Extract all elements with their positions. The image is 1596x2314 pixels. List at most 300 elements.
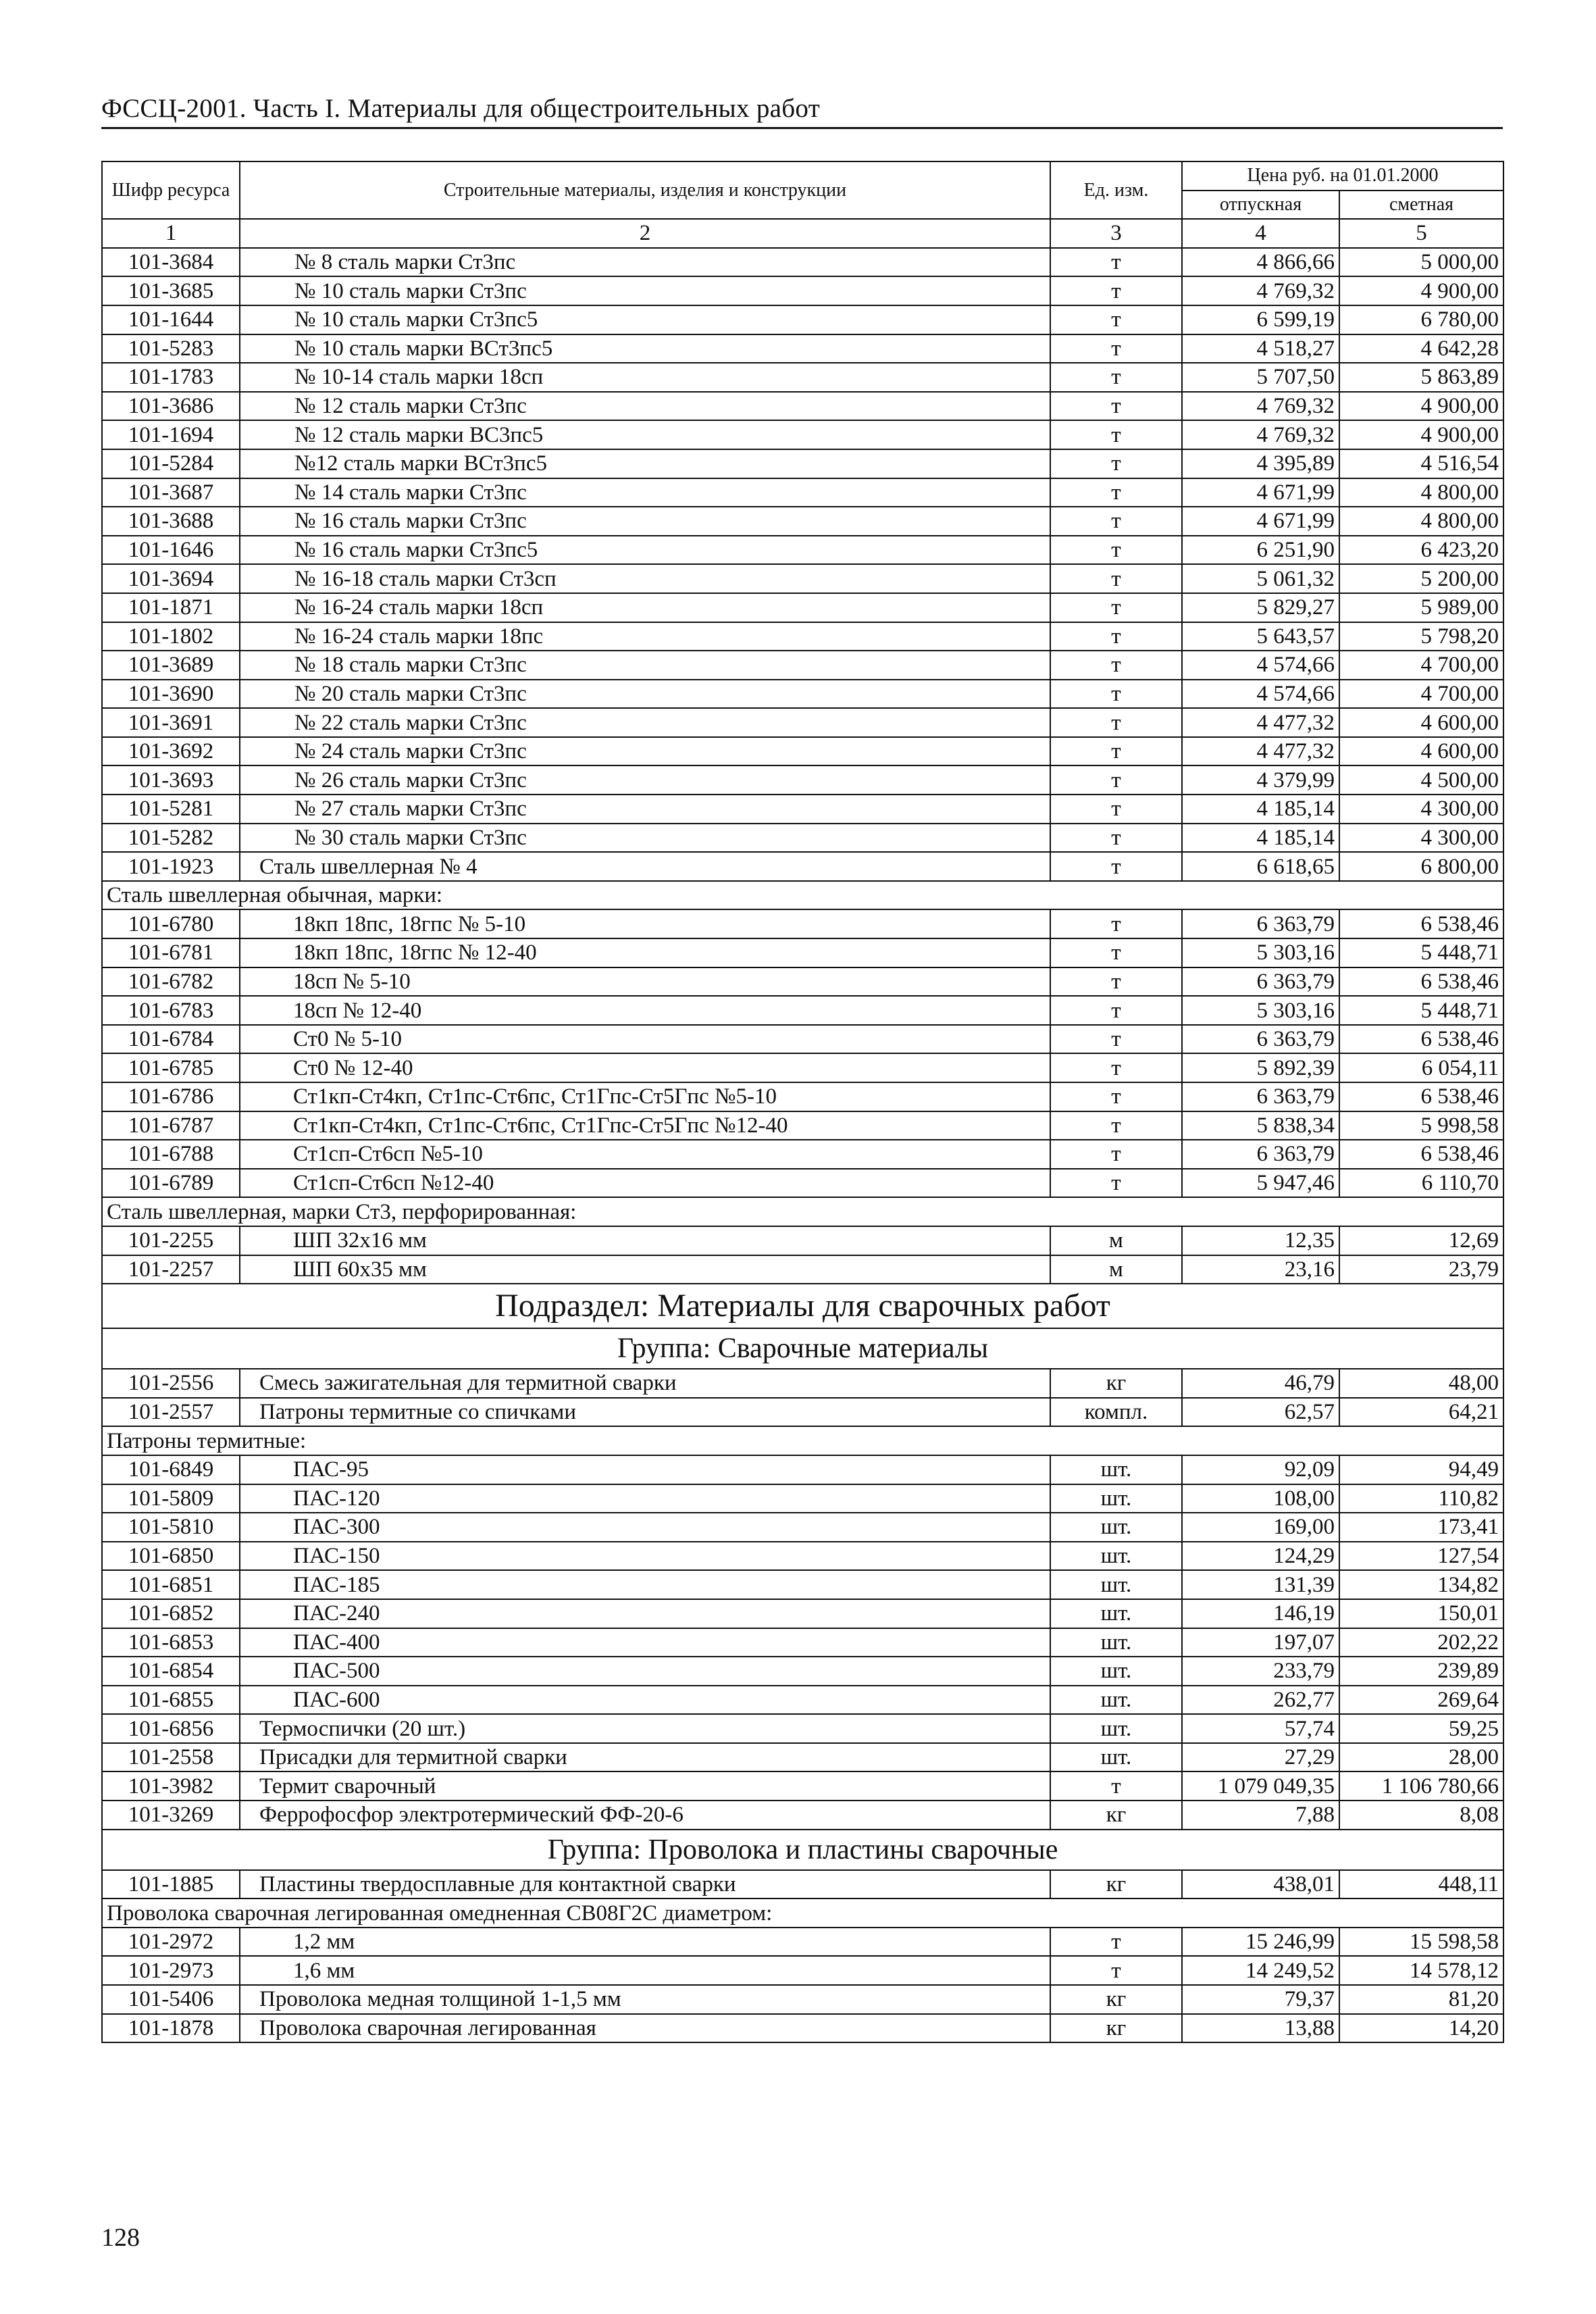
unit-cell: шт. — [1050, 1714, 1182, 1743]
resource-code-cell: 101-3692 — [102, 737, 240, 766]
estimate-price-cell: 6 800,00 — [1339, 852, 1503, 881]
category-heading: Сталь швеллерная обычная, марки: — [102, 881, 1503, 910]
release-price-cell: 4 477,32 — [1182, 708, 1339, 737]
unit-cell: шт. — [1050, 1599, 1182, 1628]
unit-cell: шт. — [1050, 1657, 1182, 1686]
unit-cell: кг — [1050, 1801, 1182, 1830]
release-price-cell: 5 829,27 — [1182, 593, 1339, 622]
estimate-price-cell: 4 900,00 — [1339, 392, 1503, 421]
group-row — [102, 1830, 1503, 1870]
release-price-cell: 4 574,66 — [1182, 651, 1339, 680]
resource-code-cell: 101-3690 — [102, 680, 240, 709]
material-name-cell: Патроны термитные со спичками — [240, 1398, 1050, 1427]
table-row — [102, 1657, 1503, 1686]
unit-cell: т — [1050, 248, 1182, 277]
table-row — [102, 363, 1503, 392]
table-row — [102, 1053, 1503, 1082]
release-price-cell: 4 769,32 — [1182, 276, 1339, 305]
table-row — [102, 1111, 1503, 1140]
material-name-cell: Термоспички (20 шт.) — [240, 1714, 1050, 1743]
resource-code-cell: 101-6789 — [102, 1169, 240, 1198]
unit-cell: т — [1050, 536, 1182, 565]
table-row — [102, 1082, 1503, 1111]
estimate-price-cell: 173,41 — [1339, 1513, 1503, 1542]
table-row — [102, 1743, 1503, 1772]
estimate-price-cell: 4 800,00 — [1339, 507, 1503, 536]
unit-cell: т — [1050, 1956, 1182, 1985]
resource-code-cell: 101-6852 — [102, 1599, 240, 1628]
page-number: 128 — [101, 2223, 140, 2252]
resource-code-cell: 101-5281 — [102, 795, 240, 824]
estimate-price-cell: 6 780,00 — [1339, 305, 1503, 334]
col-number: 1 — [102, 219, 240, 248]
table-row — [102, 536, 1503, 565]
col-header-estimate-price: сметная — [1339, 191, 1503, 220]
release-price-cell: 438,01 — [1182, 1870, 1339, 1899]
estimate-price-cell: 202,22 — [1339, 1628, 1503, 1657]
release-price-cell: 6 363,79 — [1182, 967, 1339, 997]
estimate-price-cell: 6 110,70 — [1339, 1169, 1503, 1198]
unit-cell: шт. — [1050, 1628, 1182, 1657]
material-name-cell: Ст1сп-Ст6сп №5-10 — [240, 1140, 1050, 1169]
resource-code-cell: 101-6781 — [102, 938, 240, 967]
material-name-cell: № 12 сталь марки ВС3пс5 — [240, 420, 1050, 449]
release-price-cell: 13,88 — [1182, 2014, 1339, 2043]
estimate-price-cell: 6 538,46 — [1339, 909, 1503, 938]
release-price-cell: 262,77 — [1182, 1686, 1339, 1715]
table-row — [102, 737, 1503, 766]
resource-code-cell: 101-2557 — [102, 1398, 240, 1427]
unit-cell: т — [1050, 1140, 1182, 1169]
estimate-price-cell: 4 642,28 — [1339, 334, 1503, 363]
unit-cell: т — [1050, 909, 1182, 938]
release-price-cell: 4 866,66 — [1182, 248, 1339, 277]
subsection-heading: Подраздел: Материалы для сварочных работ — [102, 1284, 1503, 1328]
material-name-cell: № 26 сталь марки Ст3пс — [240, 765, 1050, 795]
material-name-cell: № 20 сталь марки Ст3пс — [240, 680, 1050, 709]
unit-cell: шт. — [1050, 1484, 1182, 1513]
table-row — [102, 996, 1503, 1025]
col-number: 2 — [240, 219, 1050, 248]
release-price-cell: 6 363,79 — [1182, 909, 1339, 938]
unit-cell: т — [1050, 1111, 1182, 1140]
estimate-price-cell: 6 538,46 — [1339, 1140, 1503, 1169]
material-name-cell: Ст1кп-Ст4кп, Ст1пс-Ст6пс, Ст1Гпс-Ст5Гпс №12-40 — [240, 1111, 1050, 1140]
release-price-cell: 4 769,32 — [1182, 392, 1339, 421]
unit-cell: т — [1050, 824, 1182, 853]
material-name-cell: №12 сталь марки ВСт3пс5 — [240, 449, 1050, 478]
col-header-price: Цена руб. на 01.01.2000 — [1182, 161, 1503, 191]
unit-cell: т — [1050, 1082, 1182, 1111]
table-body — [102, 248, 1503, 2042]
material-name-cell: Феррофосфор электротермический ФФ-20-6 — [240, 1801, 1050, 1830]
table-row — [102, 507, 1503, 536]
resource-code-cell: 101-6780 — [102, 909, 240, 938]
col-number: 4 — [1182, 219, 1339, 248]
material-name-cell: 1,2 мм — [240, 1928, 1050, 1957]
estimate-price-cell: 59,25 — [1339, 1714, 1503, 1743]
resource-code-cell: 101-5406 — [102, 1985, 240, 2014]
unit-cell: т — [1050, 1928, 1182, 1957]
material-name-cell: № 18 сталь марки Ст3пс — [240, 651, 1050, 680]
release-price-cell: 6 363,79 — [1182, 1025, 1339, 1054]
release-price-cell: 6 618,65 — [1182, 852, 1339, 881]
unit-cell: т — [1050, 1169, 1182, 1198]
material-name-cell: № 16-18 сталь марки Ст3сп — [240, 564, 1050, 593]
material-name-cell: 18кп 18пс, 18гпс № 5-10 — [240, 909, 1050, 938]
resource-code-cell: 101-3693 — [102, 765, 240, 795]
release-price-cell: 57,74 — [1182, 1714, 1339, 1743]
estimate-price-cell: 4 516,54 — [1339, 449, 1503, 478]
release-price-cell: 4 671,99 — [1182, 507, 1339, 536]
resource-code-cell: 101-6853 — [102, 1628, 240, 1657]
table-row — [102, 967, 1503, 997]
material-name-cell: № 16 сталь марки Ст3пс — [240, 507, 1050, 536]
estimate-price-cell: 4 500,00 — [1339, 765, 1503, 795]
unit-cell: т — [1050, 1771, 1182, 1801]
table-header — [102, 161, 1503, 248]
unit-cell: т — [1050, 449, 1182, 478]
release-price-cell: 27,29 — [1182, 1743, 1339, 1772]
material-name-cell: 1,6 мм — [240, 1956, 1050, 1985]
estimate-price-cell: 4 800,00 — [1339, 478, 1503, 507]
resource-code-cell: 101-1644 — [102, 305, 240, 334]
table-row — [102, 1025, 1503, 1054]
table-row — [102, 938, 1503, 967]
col-header-release-price: отпускная — [1182, 191, 1339, 220]
estimate-price-cell: 134,82 — [1339, 1570, 1503, 1599]
material-name-cell: Пластины твердосплавные для контактной сварки — [240, 1870, 1050, 1899]
table-row — [102, 392, 1503, 421]
unit-cell: шт. — [1050, 1570, 1182, 1599]
table-row — [102, 1686, 1503, 1715]
estimate-price-cell: 4 600,00 — [1339, 737, 1503, 766]
estimate-price-cell: 4 700,00 — [1339, 680, 1503, 709]
material-name-cell: ПАС-500 — [240, 1657, 1050, 1686]
page-header-title: ФССЦ-2001. Часть I. Материалы для общестроительных работ — [101, 94, 821, 123]
resource-code-cell: 101-3269 — [102, 1801, 240, 1830]
estimate-price-cell: 8,08 — [1339, 1801, 1503, 1830]
table-row — [102, 305, 1503, 334]
release-price-cell: 197,07 — [1182, 1628, 1339, 1657]
table-row — [102, 1369, 1503, 1398]
release-price-cell: 5 643,57 — [1182, 622, 1339, 651]
estimate-price-cell: 5 998,58 — [1339, 1111, 1503, 1140]
material-name-cell: № 8 сталь марки Ст3пс — [240, 248, 1050, 277]
resource-code-cell: 101-1871 — [102, 593, 240, 622]
unit-cell: кг — [1050, 2014, 1182, 2043]
estimate-price-cell: 23,79 — [1339, 1255, 1503, 1284]
material-name-cell: № 30 сталь марки Ст3пс — [240, 824, 1050, 853]
group-row — [102, 1328, 1503, 1369]
release-price-cell: 108,00 — [1182, 1484, 1339, 1513]
table-row — [102, 1570, 1503, 1599]
resource-code-cell: 101-6854 — [102, 1657, 240, 1686]
unit-cell: т — [1050, 737, 1182, 766]
release-price-cell: 4 379,99 — [1182, 765, 1339, 795]
release-price-cell: 14 249,52 — [1182, 1956, 1339, 1985]
unit-cell: кг — [1050, 1870, 1182, 1899]
release-price-cell: 6 363,79 — [1182, 1140, 1339, 1169]
estimate-price-cell: 239,89 — [1339, 1657, 1503, 1686]
table-row — [102, 1455, 1503, 1484]
resource-code-cell: 101-6785 — [102, 1053, 240, 1082]
unit-cell: компл. — [1050, 1398, 1182, 1427]
table-row — [102, 1714, 1503, 1743]
estimate-price-cell: 6 538,46 — [1339, 967, 1503, 997]
estimate-price-cell: 28,00 — [1339, 1743, 1503, 1772]
table-row — [102, 1398, 1503, 1427]
release-price-cell: 5 707,50 — [1182, 363, 1339, 392]
category-row — [102, 881, 1503, 910]
material-name-cell: ПАС-95 — [240, 1455, 1050, 1484]
resource-code-cell: 101-2973 — [102, 1956, 240, 1985]
release-price-cell: 79,37 — [1182, 1985, 1339, 2014]
material-name-cell: ПАС-240 — [240, 1599, 1050, 1628]
estimate-price-cell: 5 989,00 — [1339, 593, 1503, 622]
release-price-cell: 7,88 — [1182, 1801, 1339, 1830]
estimate-price-cell: 12,69 — [1339, 1226, 1503, 1255]
material-name-cell: ПАС-300 — [240, 1513, 1050, 1542]
unit-cell: шт. — [1050, 1686, 1182, 1715]
estimate-price-cell: 5 000,00 — [1339, 248, 1503, 277]
resource-code-cell: 101-3687 — [102, 478, 240, 507]
estimate-price-cell: 127,54 — [1339, 1542, 1503, 1571]
resource-code-cell: 101-2556 — [102, 1369, 240, 1398]
estimate-price-cell: 110,82 — [1339, 1484, 1503, 1513]
estimate-price-cell: 448,11 — [1339, 1870, 1503, 1899]
material-name-cell: № 27 сталь марки Ст3пс — [240, 795, 1050, 824]
col-header-code: Шифр ресурса — [102, 161, 240, 219]
col-number: 5 — [1339, 219, 1503, 248]
estimate-price-cell: 4 900,00 — [1339, 420, 1503, 449]
release-price-cell: 4 185,14 — [1182, 824, 1339, 853]
unit-cell: м — [1050, 1226, 1182, 1255]
category-row — [102, 1898, 1503, 1928]
unit-cell: т — [1050, 1025, 1182, 1054]
material-name-cell: ПАС-600 — [240, 1686, 1050, 1715]
material-name-cell: Ст1сп-Ст6сп №12-40 — [240, 1169, 1050, 1198]
resource-code-cell: 101-3688 — [102, 507, 240, 536]
material-name-cell: № 22 сталь марки Ст3пс — [240, 708, 1050, 737]
material-name-cell: ПАС-150 — [240, 1542, 1050, 1571]
release-price-cell: 4 671,99 — [1182, 478, 1339, 507]
unit-cell: т — [1050, 795, 1182, 824]
release-price-cell: 131,39 — [1182, 1570, 1339, 1599]
unit-cell: т — [1050, 622, 1182, 651]
table-row — [102, 334, 1503, 363]
release-price-cell: 4 395,89 — [1182, 449, 1339, 478]
unit-cell: т — [1050, 967, 1182, 997]
unit-cell: т — [1050, 938, 1182, 967]
release-price-cell: 5 892,39 — [1182, 1053, 1339, 1082]
unit-cell: т — [1050, 363, 1182, 392]
release-price-cell: 6 599,19 — [1182, 305, 1339, 334]
table-row — [102, 2014, 1503, 2043]
resource-code-cell: 101-6783 — [102, 996, 240, 1025]
material-name-cell: 18сп № 12-40 — [240, 996, 1050, 1025]
table-row — [102, 420, 1503, 449]
unit-cell: т — [1050, 276, 1182, 305]
release-price-cell: 23,16 — [1182, 1255, 1339, 1284]
material-name-cell: № 14 сталь марки Ст3пс — [240, 478, 1050, 507]
table-row — [102, 852, 1503, 881]
resource-code-cell: 101-3686 — [102, 392, 240, 421]
unit-cell: т — [1050, 564, 1182, 593]
category-row — [102, 1197, 1503, 1226]
resource-code-cell: 101-5810 — [102, 1513, 240, 1542]
material-name-cell: № 24 сталь марки Ст3пс — [240, 737, 1050, 766]
release-price-cell: 15 246,99 — [1182, 1928, 1339, 1957]
unit-cell: т — [1050, 334, 1182, 363]
resource-code-cell: 101-1878 — [102, 2014, 240, 2043]
resource-code-cell: 101-5284 — [102, 449, 240, 478]
estimate-price-cell: 5 863,89 — [1339, 363, 1503, 392]
resource-code-cell: 101-6784 — [102, 1025, 240, 1054]
table-row — [102, 478, 1503, 507]
group-heading: Группа: Проволока и пластины сварочные — [102, 1830, 1503, 1870]
estimate-price-cell: 6 538,46 — [1339, 1082, 1503, 1111]
table-row — [102, 1771, 1503, 1801]
material-name-cell: ШП 60х35 мм — [240, 1255, 1050, 1284]
material-name-cell: № 16-24 сталь марки 18пс — [240, 622, 1050, 651]
estimate-price-cell: 269,64 — [1339, 1686, 1503, 1715]
material-name-cell: № 12 сталь марки Ст3пс — [240, 392, 1050, 421]
estimate-price-cell: 150,01 — [1339, 1599, 1503, 1628]
release-price-cell: 4 574,66 — [1182, 680, 1339, 709]
resource-code-cell: 101-6782 — [102, 967, 240, 997]
col-header-unit: Ед. изм. — [1050, 161, 1182, 219]
material-name-cell: Ст1кп-Ст4кп, Ст1пс-Ст6пс, Ст1Гпс-Ст5Гпс №5-10 — [240, 1082, 1050, 1111]
estimate-price-cell: 4 900,00 — [1339, 276, 1503, 305]
group-heading: Группа: Сварочные материалы — [102, 1328, 1503, 1369]
unit-cell: шт. — [1050, 1455, 1182, 1484]
release-price-cell: 4 185,14 — [1182, 795, 1339, 824]
subsection-row — [102, 1284, 1503, 1328]
estimate-price-cell: 4 600,00 — [1339, 708, 1503, 737]
release-price-cell: 5 947,46 — [1182, 1169, 1339, 1198]
release-price-cell: 1 079 049,35 — [1182, 1771, 1339, 1801]
table-row — [102, 708, 1503, 737]
table-row — [102, 824, 1503, 853]
table-row — [102, 449, 1503, 478]
release-price-cell: 5 061,32 — [1182, 564, 1339, 593]
table-row — [102, 1928, 1503, 1957]
release-price-cell: 92,09 — [1182, 1455, 1339, 1484]
unit-cell: т — [1050, 392, 1182, 421]
table-row — [102, 1985, 1503, 2014]
unit-cell: т — [1050, 680, 1182, 709]
table-row — [102, 1169, 1503, 1198]
category-row — [102, 1426, 1503, 1455]
release-price-cell: 169,00 — [1182, 1513, 1339, 1542]
unit-cell: т — [1050, 852, 1182, 881]
unit-cell: кг — [1050, 1369, 1182, 1398]
material-name-cell: Присадки для термитной сварки — [240, 1743, 1050, 1772]
estimate-price-cell: 64,21 — [1339, 1398, 1503, 1427]
material-name-cell: № 16-24 сталь марки 18сп — [240, 593, 1050, 622]
material-name-cell: Проволока сварочная легированная — [240, 2014, 1050, 2043]
estimate-price-cell: 14 578,12 — [1339, 1956, 1503, 1985]
release-price-cell: 5 303,16 — [1182, 996, 1339, 1025]
estimate-price-cell: 1 106 780,66 — [1339, 1771, 1503, 1801]
release-price-cell: 146,19 — [1182, 1599, 1339, 1628]
unit-cell: т — [1050, 507, 1182, 536]
unit-cell: т — [1050, 478, 1182, 507]
table-row — [102, 1513, 1503, 1542]
resource-code-cell: 101-6787 — [102, 1111, 240, 1140]
estimate-price-cell: 48,00 — [1339, 1369, 1503, 1398]
resource-code-cell: 101-3694 — [102, 564, 240, 593]
resource-code-cell: 101-6849 — [102, 1455, 240, 1484]
col-header-name: Строительные материалы, изделия и конструкции — [240, 161, 1050, 219]
resource-code-cell: 101-5282 — [102, 824, 240, 853]
resource-code-cell: 101-6851 — [102, 1570, 240, 1599]
estimate-price-cell: 15 598,58 — [1339, 1928, 1503, 1957]
release-price-cell: 5 303,16 — [1182, 938, 1339, 967]
estimate-price-cell: 6 538,46 — [1339, 1025, 1503, 1054]
release-price-cell: 4 769,32 — [1182, 420, 1339, 449]
unit-cell: шт. — [1050, 1513, 1182, 1542]
table-row — [102, 1255, 1503, 1284]
table-row — [102, 1484, 1503, 1513]
table-row — [102, 1140, 1503, 1169]
category-heading: Патроны термитные: — [102, 1426, 1503, 1455]
estimate-price-cell: 4 300,00 — [1339, 795, 1503, 824]
estimate-price-cell: 5 200,00 — [1339, 564, 1503, 593]
estimate-price-cell: 6 423,20 — [1339, 536, 1503, 565]
estimate-price-cell: 5 798,20 — [1339, 622, 1503, 651]
table-row — [102, 651, 1503, 680]
table-row — [102, 765, 1503, 795]
material-name-cell: 18кп 18пс, 18гпс № 12-40 — [240, 938, 1050, 967]
release-price-cell: 62,57 — [1182, 1398, 1339, 1427]
material-name-cell: ПАС-400 — [240, 1628, 1050, 1657]
table-row — [102, 1542, 1503, 1571]
release-price-cell: 46,79 — [1182, 1369, 1339, 1398]
table-row — [102, 1226, 1503, 1255]
column-number-row — [102, 219, 1503, 248]
material-name-cell: Ст0 № 12-40 — [240, 1053, 1050, 1082]
material-name-cell: Сталь швеллерная № 4 — [240, 852, 1050, 881]
resource-code-cell: 101-2972 — [102, 1928, 240, 1957]
resource-code-cell: 101-2558 — [102, 1743, 240, 1772]
resource-code-cell: 101-1646 — [102, 536, 240, 565]
resource-code-cell: 101-1885 — [102, 1870, 240, 1899]
release-price-cell: 4 477,32 — [1182, 737, 1339, 766]
table-row — [102, 622, 1503, 651]
table-row — [102, 909, 1503, 938]
release-price-cell: 6 363,79 — [1182, 1082, 1339, 1111]
resource-code-cell: 101-3685 — [102, 276, 240, 305]
material-name-cell: 18сп № 5-10 — [240, 967, 1050, 997]
estimate-price-cell: 4 700,00 — [1339, 651, 1503, 680]
unit-cell: т — [1050, 593, 1182, 622]
resource-code-cell: 101-1783 — [102, 363, 240, 392]
unit-cell: м — [1050, 1255, 1182, 1284]
estimate-price-cell: 14,20 — [1339, 2014, 1503, 2043]
estimate-price-cell: 81,20 — [1339, 1985, 1503, 2014]
resource-code-cell: 101-5283 — [102, 334, 240, 363]
material-name-cell: № 10 сталь марки Ст3пс5 — [240, 305, 1050, 334]
unit-cell: шт. — [1050, 1542, 1182, 1571]
estimate-price-cell: 94,49 — [1339, 1455, 1503, 1484]
resource-code-cell: 101-2255 — [102, 1226, 240, 1255]
material-name-cell: Проволока медная толщиной 1-1,5 мм — [240, 1985, 1050, 2014]
unit-cell: т — [1050, 765, 1182, 795]
resource-code-cell: 101-1694 — [102, 420, 240, 449]
resource-code-cell: 101-6788 — [102, 1140, 240, 1169]
